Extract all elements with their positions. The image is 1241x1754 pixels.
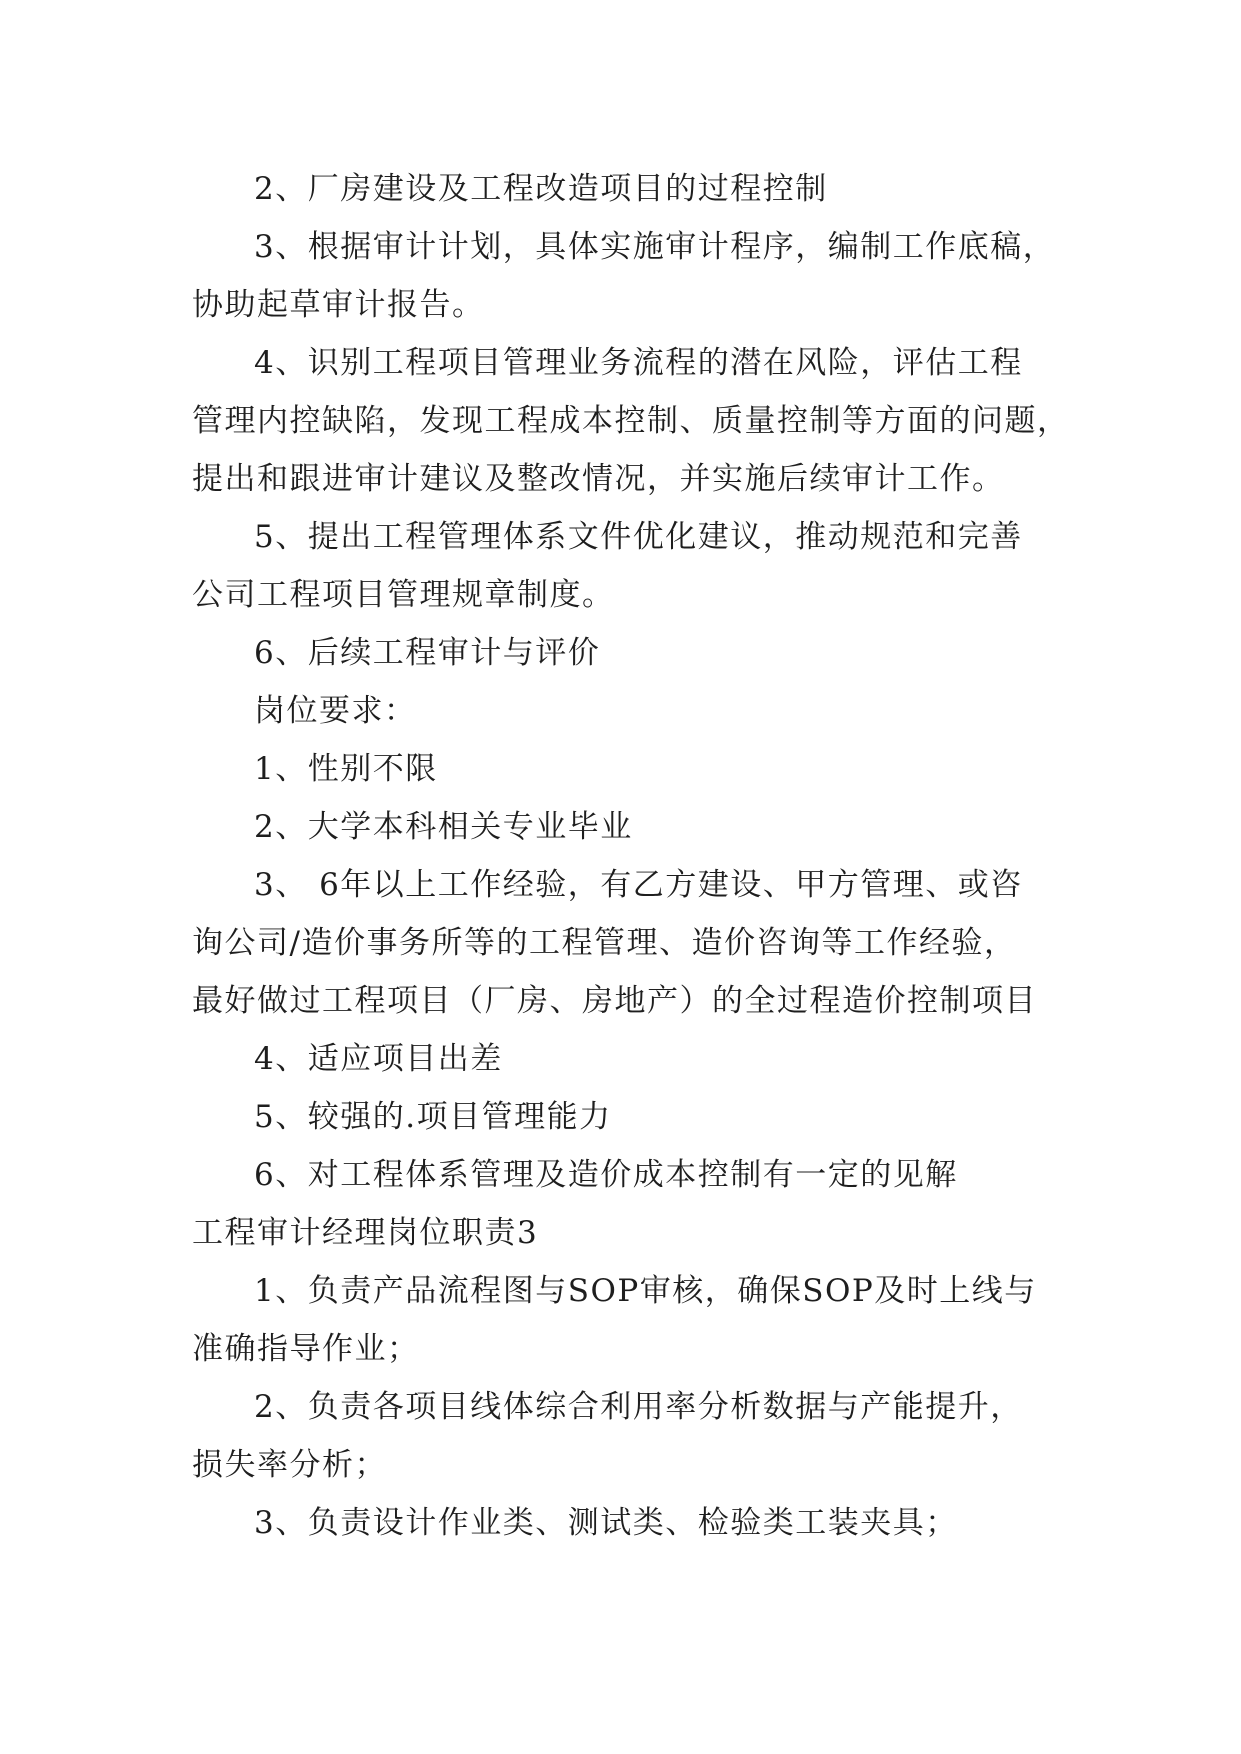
- text-line: 提出和跟进审计建议及整改情况，并实施后续审计工作。: [192, 461, 1005, 497]
- text-line: 管理内控缺陷，发现工程成本控制、质量控制等方面的问题，: [192, 403, 1070, 439]
- document-body: [192, 160, 1072, 1552]
- text-line: 最好做过工程项目（厂房、房地产）的全过程造价控制项目: [192, 983, 1037, 1019]
- text-line: 6、对工程体系管理及造价成本控制有一定的见解: [254, 1157, 958, 1193]
- text-line: 损失率分析；: [192, 1447, 387, 1483]
- text-line: 公司工程项目管理规章制度。: [192, 577, 615, 613]
- text-line: 4、识别工程项目管理业务流程的潜在风险，评估工程: [254, 345, 1023, 381]
- text-line: 2、厂房建设及工程改造项目的过程控制: [254, 171, 828, 207]
- text-line: 6、后续工程审计与评价: [254, 635, 601, 671]
- text-line: 2、大学本科相关专业毕业: [254, 809, 633, 845]
- text-line: 4、适应项目出差: [254, 1041, 503, 1077]
- text-line: 3、 6年以上工作经验，有乙方建设、甲方管理、或咨: [254, 867, 1023, 903]
- text-line: 3、负责设计作业类、测试类、检验类工装夹具；: [254, 1505, 958, 1541]
- text-line: 准确指导作业；: [192, 1331, 420, 1367]
- text-line: 5、提出工程管理体系文件优化建议，推动规范和完善: [254, 519, 1023, 555]
- text-line: 3、根据审计计划，具体实施审计程序，编制工作底稿，: [254, 229, 1056, 265]
- section-title: 工程审计经理岗位职责3: [192, 1215, 539, 1251]
- text-line: 协助起草审计报告。: [192, 287, 485, 323]
- text-line: 询公司/造价事务所等的工程管理、造价咨询等工作经验，: [192, 925, 1017, 961]
- text-line: 5、较强的.项目管理能力: [254, 1099, 612, 1135]
- section-heading: 岗位要求：: [254, 693, 417, 729]
- text-line: 1、性别不限: [254, 751, 438, 787]
- text-line: 1、负责产品流程图与SOP审核，确保SOP及时上线与: [254, 1273, 1037, 1309]
- text-line: 2、负责各项目线体综合利用率分析数据与产能提升，: [254, 1389, 1023, 1425]
